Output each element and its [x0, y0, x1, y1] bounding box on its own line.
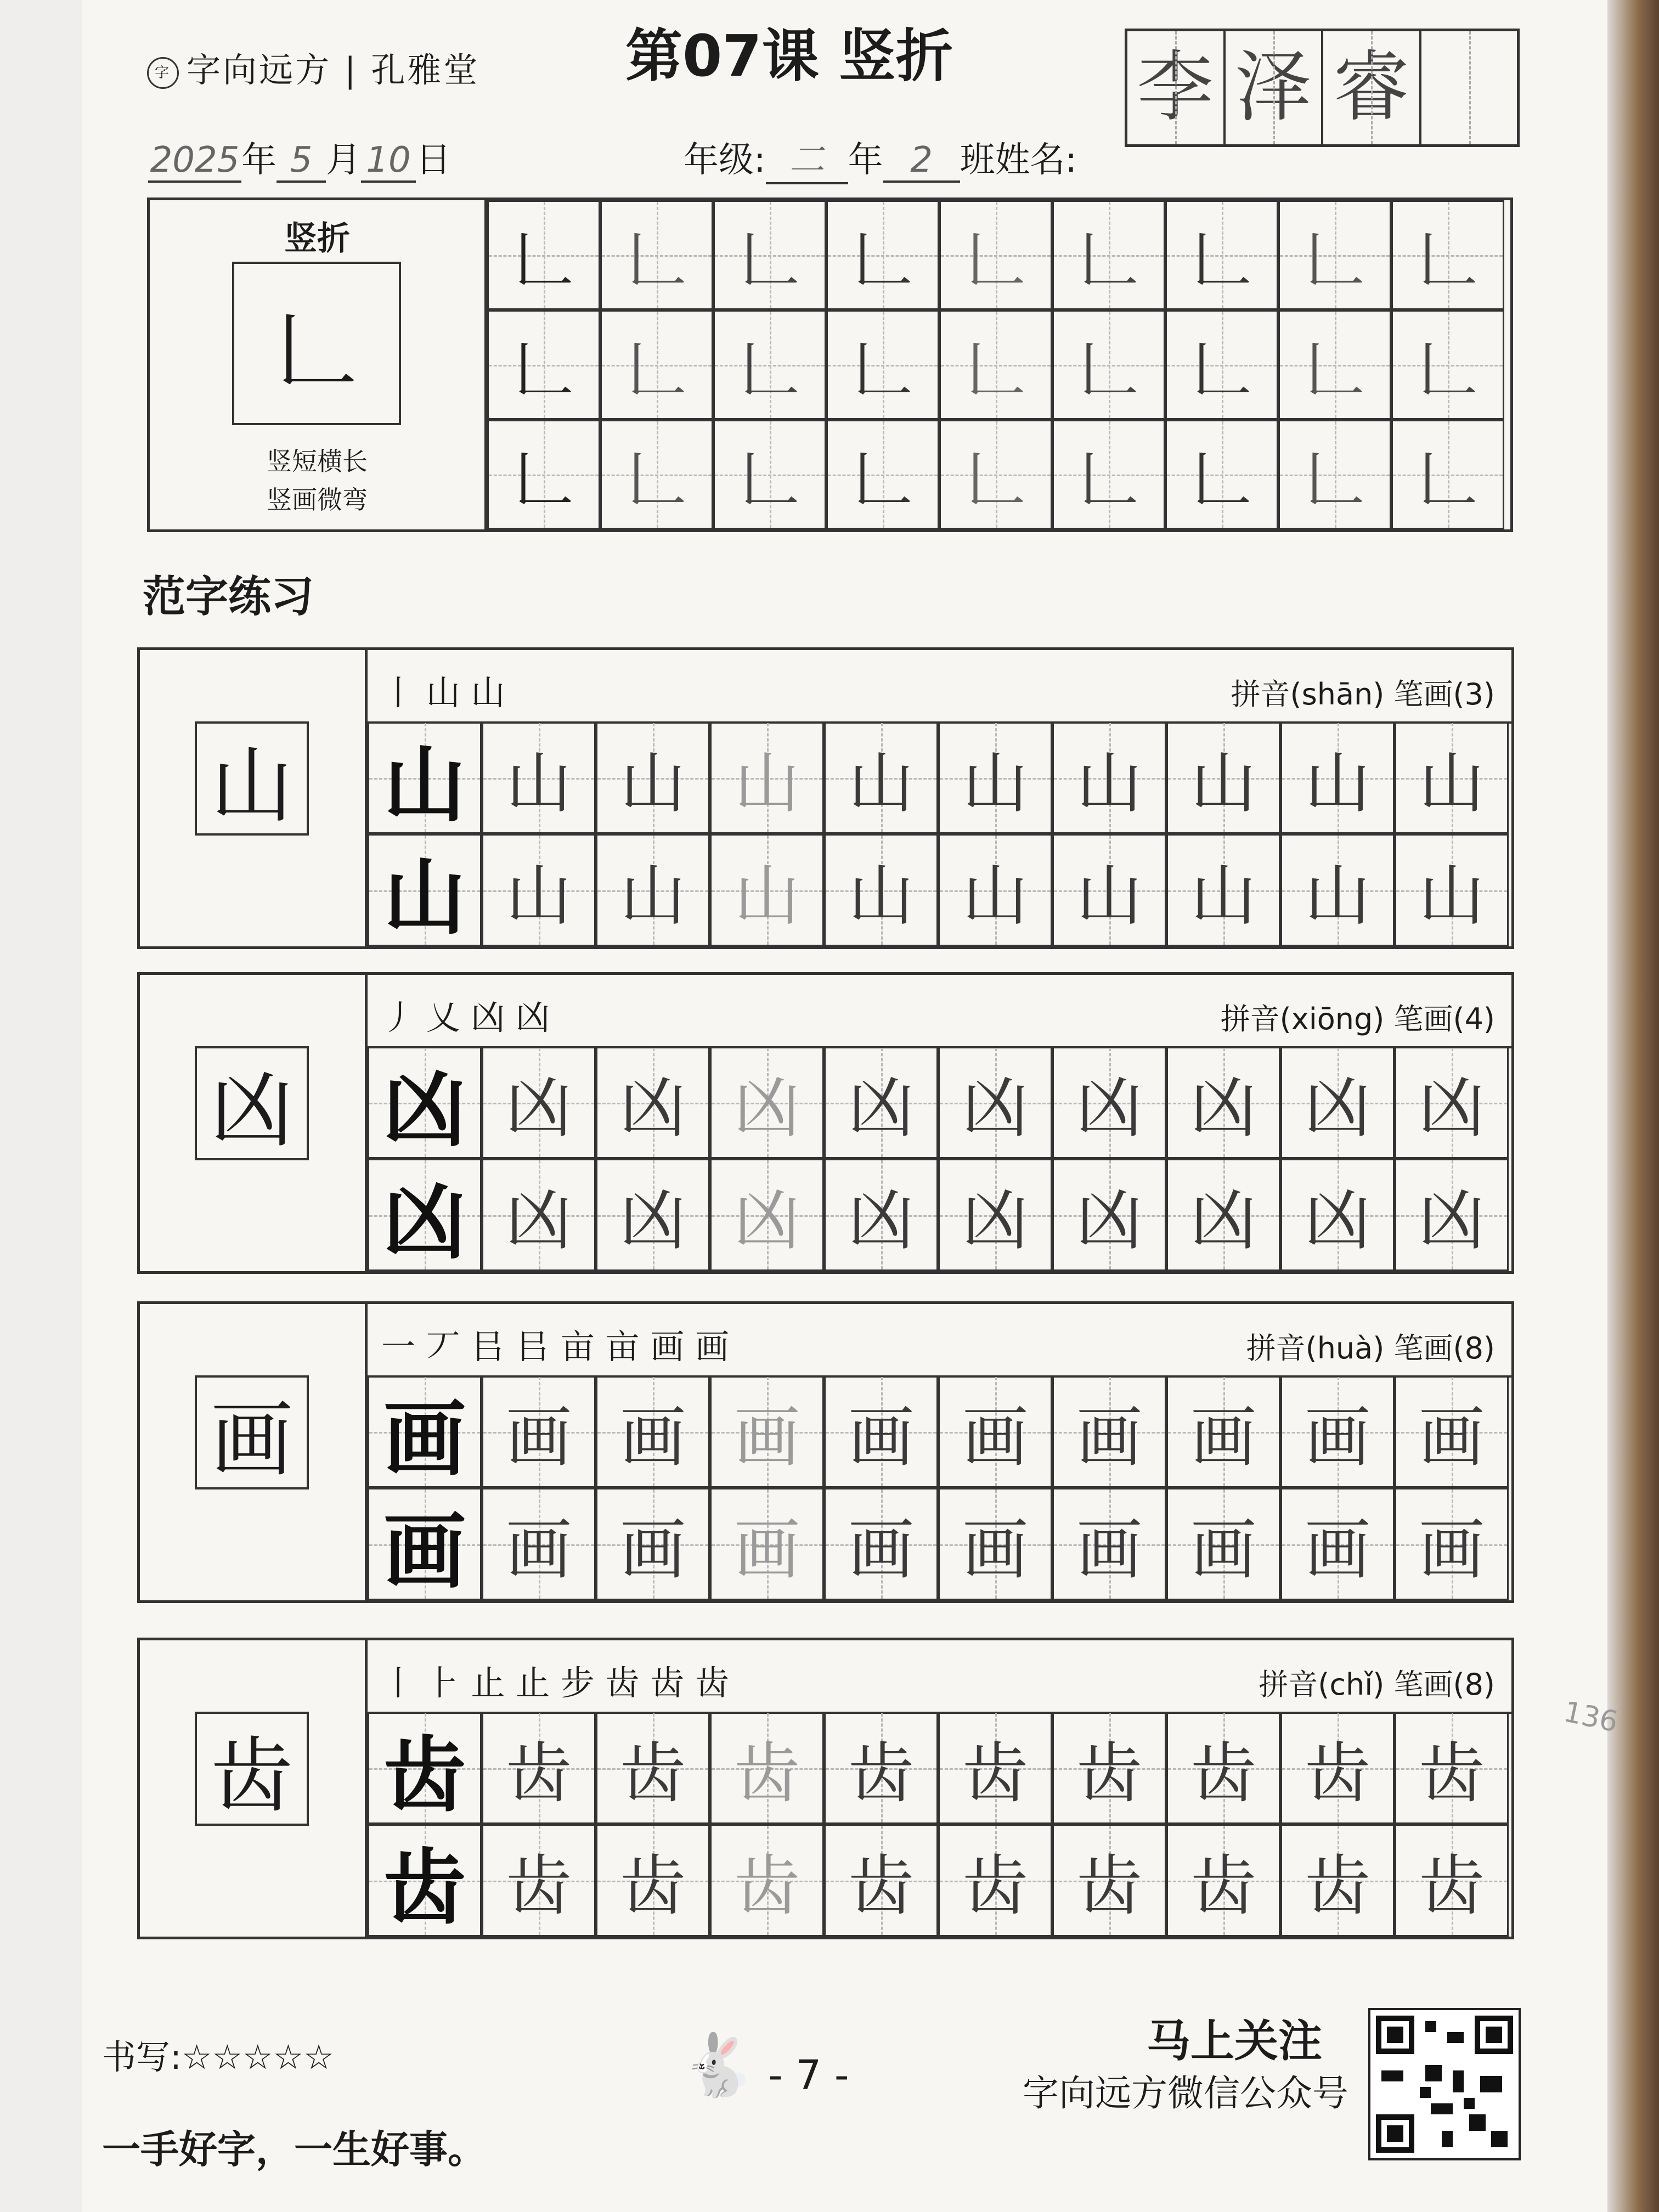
stroke-glyph: 𠃊 — [627, 444, 687, 515]
stroke-glyph: 𠃊 — [627, 335, 687, 405]
practice-glyph: 画 — [848, 1399, 914, 1476]
stroke-practice-cell[interactable] — [826, 200, 939, 310]
practice-glyph: 凶 — [962, 1182, 1028, 1259]
practice-glyph: 山 — [848, 857, 914, 934]
stroke-practice-cell[interactable] — [487, 420, 600, 529]
practice-glyph: 山 — [1190, 745, 1256, 822]
practice-glyph: 凶 — [1190, 1182, 1256, 1259]
practice-cell[interactable] — [482, 721, 596, 834]
stroke-glyph: 𠃊 — [1079, 335, 1139, 405]
practice-cell[interactable] — [824, 1159, 938, 1271]
stroke-panel — [147, 198, 1513, 532]
practice-glyph: 画 — [848, 1511, 914, 1588]
practice-glyph: 画 — [383, 1503, 466, 1600]
practice-glyph: 画 — [962, 1399, 1028, 1476]
class-field[interactable]: 2 — [883, 140, 960, 183]
practice-glyph: 齿 — [383, 1726, 466, 1824]
day-label: 日 — [416, 140, 451, 180]
practice-glyph: 画 — [506, 1511, 572, 1588]
stroke-tip-1: 竖短横长 — [267, 447, 368, 476]
practice-cell[interactable] — [824, 1824, 938, 1937]
sample-char-box: 齿 — [195, 1712, 309, 1826]
practice-cell[interactable] — [482, 1824, 596, 1937]
practice-cell[interactable] — [938, 1712, 1052, 1824]
practice-glyph: 齿 — [1076, 1735, 1142, 1812]
stroke-practice-cell[interactable] — [1278, 310, 1391, 420]
practice-cell[interactable] — [1395, 1488, 1509, 1600]
stroke-glyph: 𠃊 — [1192, 225, 1252, 295]
practice-cell[interactable] — [1280, 1159, 1395, 1271]
practice-glyph: 山 — [848, 745, 914, 822]
practice-cell[interactable] — [1395, 1375, 1509, 1488]
practice-glyph: 画 — [1076, 1511, 1142, 1588]
practice-cell[interactable] — [596, 1375, 710, 1488]
pinyin-label: 拼音(chǐ) — [1259, 1667, 1385, 1702]
brand-partner: 孔雅堂 — [371, 50, 480, 90]
practice-cell[interactable] — [824, 1488, 938, 1600]
stroke-glyph: 𠃊 — [627, 225, 687, 295]
practice-glyph: 画 — [734, 1511, 800, 1588]
practice-glyph: 画 — [1076, 1399, 1142, 1476]
practice-glyph: 画 — [620, 1511, 686, 1588]
character-block — [137, 647, 1514, 949]
practice-glyph: 凶 — [734, 1182, 800, 1259]
name-label: 姓名: — [995, 140, 1077, 180]
practice-glyph: 画 — [383, 1390, 466, 1487]
practice-glyph: 画 — [1419, 1511, 1485, 1588]
stroke-tip-2: 竖画微弯 — [267, 485, 368, 515]
practice-cell[interactable] — [482, 1712, 596, 1824]
practice-glyph: 齿 — [962, 1735, 1028, 1812]
lesson-title: 第07课 竖折 — [625, 22, 953, 89]
stroke-glyph: 𠃊 — [1305, 444, 1365, 515]
brand-logo: 字 字向远方 | 孔雅堂 — [147, 43, 479, 92]
practice-glyph: 齿 — [1190, 1735, 1256, 1812]
stroke-practice-cell[interactable] — [713, 200, 826, 310]
practice-glyph: 齿 — [962, 1848, 1028, 1925]
practice-glyph: 齿 — [506, 1848, 572, 1925]
practice-cell[interactable] — [482, 834, 596, 946]
stroke-order: 丿 乂 凶 凶 — [381, 997, 550, 1037]
practice-cell[interactable] — [368, 1712, 482, 1824]
char-header — [368, 650, 1511, 724]
practice-glyph: 齿 — [1305, 1848, 1370, 1925]
stroke-practice-cell[interactable] — [487, 310, 600, 420]
stroke-glyph: 𠃊 — [1418, 335, 1478, 405]
practice-cell[interactable] — [1280, 1824, 1395, 1937]
practice-cell[interactable] — [710, 1712, 824, 1824]
practice-glyph: 齿 — [1419, 1848, 1485, 1925]
practice-cell[interactable] — [938, 1824, 1052, 1937]
stroke-count: 笔画(8) — [1393, 1667, 1495, 1702]
sample-char-box: 山 — [195, 721, 309, 836]
stroke-practice-cell[interactable] — [1165, 310, 1278, 420]
practice-cell[interactable] — [596, 1046, 710, 1159]
practice-cell[interactable] — [1052, 1488, 1166, 1600]
practice-glyph: 齿 — [1305, 1735, 1370, 1812]
name-boxes[interactable] — [1125, 29, 1520, 147]
practice-cell[interactable] — [938, 1375, 1052, 1488]
date-line — [148, 132, 451, 183]
practice-cell[interactable] — [368, 1824, 482, 1937]
character-block — [137, 1638, 1514, 1939]
practice-glyph: 凶 — [848, 1182, 914, 1259]
practice-cell[interactable] — [1395, 1824, 1509, 1937]
stroke-practice-cell[interactable] — [1052, 420, 1165, 529]
stroke-practice-cell[interactable] — [826, 310, 939, 420]
stroke-glyph: 𠃊 — [1079, 225, 1139, 295]
stroke-count: 笔画(8) — [1393, 1331, 1495, 1365]
stroke-glyph: 𠃊 — [514, 335, 574, 405]
practice-cell[interactable] — [1280, 1488, 1395, 1600]
practice-glyph: 山 — [1076, 745, 1142, 822]
stroke-glyph: 𠃊 — [740, 225, 800, 295]
practice-glyph: 画 — [1190, 1399, 1256, 1476]
practice-cell[interactable] — [710, 1488, 824, 1600]
qr-code-icon[interactable] — [1368, 2008, 1521, 2160]
practice-cell[interactable] — [824, 1712, 938, 1824]
stroke-practice-cell[interactable] — [600, 310, 713, 420]
pinyin-label: 拼音(huà) — [1246, 1331, 1385, 1365]
practice-cell[interactable] — [1166, 1159, 1280, 1271]
name-char-4[interactable] — [1421, 31, 1517, 144]
practice-cell[interactable] — [368, 1488, 482, 1600]
pinyin-label: 拼音(shān) — [1231, 677, 1385, 712]
practice-cell[interactable] — [1052, 1712, 1166, 1824]
practice-cell[interactable] — [482, 1488, 596, 1600]
pinyin-strokes — [1231, 671, 1495, 713]
stroke-practice-cell[interactable] — [1391, 420, 1504, 529]
practice-cell[interactable] — [824, 834, 938, 946]
practice-glyph: 凶 — [383, 1061, 466, 1158]
stroke-practice-cell[interactable] — [1165, 420, 1278, 529]
practice-glyph: 山 — [1419, 857, 1485, 934]
name-char-3[interactable]: 睿 — [1323, 31, 1421, 144]
character-block — [137, 972, 1514, 1274]
practice-glyph: 齿 — [1076, 1848, 1142, 1925]
practice-cell[interactable] — [596, 721, 710, 834]
practice-glyph: 凶 — [1419, 1070, 1485, 1147]
practice-cell[interactable] — [710, 721, 824, 834]
stroke-practice-cell[interactable] — [713, 310, 826, 420]
stroke-count: 笔画(3) — [1393, 677, 1495, 712]
stroke-practice-cell[interactable] — [939, 420, 1052, 529]
practice-cell[interactable] — [710, 1046, 824, 1159]
stroke-glyph: 𠃊 — [1079, 444, 1139, 515]
grade-line — [684, 132, 1077, 184]
practice-glyph: 凶 — [962, 1070, 1028, 1147]
pinyin-strokes — [1246, 1325, 1495, 1367]
practice-cell[interactable] — [596, 1824, 710, 1937]
practice-glyph: 山 — [962, 857, 1028, 934]
practice-cell[interactable] — [1395, 834, 1509, 946]
day-field[interactable]: 10 — [361, 140, 416, 183]
practice-glyph: 齿 — [734, 1848, 800, 1925]
stroke-info — [150, 200, 487, 529]
practice-cell[interactable] — [596, 1488, 710, 1600]
practice-cell[interactable] — [1052, 721, 1166, 834]
section-title: 范字练习 — [143, 572, 314, 622]
pinyin-strokes — [1221, 996, 1495, 1038]
stroke-glyph: 𠃊 — [966, 225, 1026, 295]
stroke-order: 丨 ⺊ 止 止 步 齿 齿 齿 — [381, 1663, 729, 1703]
practice-glyph: 山 — [1305, 745, 1370, 822]
practice-cell[interactable] — [710, 834, 824, 946]
stroke-glyph: 𠃊 — [1192, 444, 1252, 515]
practice-glyph: 齿 — [1419, 1735, 1485, 1812]
practice-cell[interactable] — [824, 1375, 938, 1488]
stroke-order: 丨 山 山 — [381, 673, 505, 713]
practice-glyph: 画 — [1419, 1399, 1485, 1476]
practice-cell[interactable] — [1166, 1824, 1280, 1937]
sample-char-box: 画 — [195, 1375, 309, 1489]
practice-cell[interactable] — [1280, 1046, 1395, 1159]
practice-glyph: 凶 — [620, 1070, 686, 1147]
practice-glyph: 画 — [620, 1399, 686, 1476]
practice-glyph: 齿 — [506, 1735, 572, 1812]
practice-glyph: 山 — [620, 857, 686, 934]
practice-cell[interactable] — [1166, 1488, 1280, 1600]
practice-glyph: 山 — [383, 736, 466, 833]
practice-cell[interactable] — [1052, 1159, 1166, 1271]
practice-cell[interactable] — [1395, 1046, 1509, 1159]
practice-cell[interactable] — [1166, 1046, 1280, 1159]
practice-glyph: 山 — [1419, 745, 1485, 822]
brand-seal: 字 — [147, 57, 179, 89]
practice-glyph: 山 — [620, 745, 686, 822]
practice-glyph: 凶 — [1305, 1070, 1370, 1147]
pinyin-strokes — [1259, 1661, 1495, 1703]
stroke-glyph: 𠃊 — [853, 444, 913, 515]
practice-glyph: 凶 — [1190, 1070, 1256, 1147]
wechat-label: 字向远方微信公众号 — [1023, 2072, 1348, 2114]
practice-glyph: 画 — [734, 1399, 800, 1476]
practice-cell[interactable] — [938, 1046, 1052, 1159]
stroke-practice-cell[interactable] — [1278, 420, 1391, 529]
practice-cell[interactable] — [1166, 834, 1280, 946]
stroke-practice-cell[interactable] — [487, 200, 600, 310]
practice-cell[interactable] — [938, 1488, 1052, 1600]
practice-glyph: 凶 — [506, 1182, 572, 1259]
practice-glyph: 齿 — [848, 1735, 914, 1812]
practice-cell[interactable] — [710, 1824, 824, 1937]
practice-glyph: 齿 — [848, 1848, 914, 1925]
practice-cell[interactable] — [1395, 1712, 1509, 1824]
practice-cell[interactable] — [1280, 834, 1395, 946]
practice-glyph: 凶 — [848, 1070, 914, 1147]
practice-glyph: 画 — [1305, 1511, 1370, 1588]
stroke-glyph: 𠃊 — [966, 335, 1026, 405]
practice-glyph: 画 — [1190, 1511, 1256, 1588]
practice-glyph: 凶 — [506, 1070, 572, 1147]
writing-label: 书写: — [102, 2037, 182, 2077]
stroke-practice-cell[interactable] — [939, 200, 1052, 310]
stroke-glyph: 𠃊 — [1305, 335, 1365, 405]
stroke-practice-cell[interactable] — [713, 420, 826, 529]
practice-cell[interactable] — [1395, 721, 1509, 834]
char-header — [368, 975, 1511, 1048]
practice-cell[interactable] — [1395, 1159, 1509, 1271]
practice-glyph: 凶 — [1419, 1182, 1485, 1259]
margin-note: 136 — [1560, 1695, 1621, 1739]
stroke-name: 竖折 — [284, 219, 350, 258]
practice-cell[interactable] — [1280, 721, 1395, 834]
practice-cell[interactable] — [482, 1159, 596, 1271]
writing-rating — [102, 2030, 334, 2079]
practice-glyph: 山 — [734, 745, 800, 822]
stroke-practice-cell[interactable] — [939, 310, 1052, 420]
rabbit-icon: 🐇 — [680, 2030, 755, 2100]
practice-cell[interactable] — [1052, 1046, 1166, 1159]
stroke-glyph: 𠃊 — [1418, 444, 1478, 515]
character-block — [137, 1301, 1514, 1603]
table-edge — [1607, 0, 1659, 2212]
practice-glyph: 凶 — [620, 1182, 686, 1259]
grade-field[interactable]: 二 — [766, 132, 848, 184]
char-header — [368, 1640, 1511, 1714]
grade-label: 年级: — [684, 140, 766, 180]
practice-glyph: 山 — [962, 745, 1028, 822]
stroke-practice-cell[interactable] — [600, 200, 713, 310]
stroke-glyph: 𠃊 — [966, 444, 1026, 515]
practice-cell[interactable] — [1280, 1375, 1395, 1488]
practice-cell[interactable] — [1052, 834, 1166, 946]
practice-glyph: 凶 — [1076, 1182, 1142, 1259]
page-number: - 7 - — [768, 2052, 849, 2099]
year-field[interactable]: 2025 — [148, 140, 241, 183]
stroke-glyph: 𠃊 — [740, 444, 800, 515]
brand-name: 字向远方 — [187, 50, 332, 90]
practice-cell[interactable] — [824, 721, 938, 834]
follow-label: 马上关注 — [1147, 2016, 1322, 2067]
practice-cell[interactable] — [368, 1159, 482, 1271]
stroke-glyph: 𠃊 — [1305, 225, 1365, 295]
practice-cell[interactable] — [1166, 1712, 1280, 1824]
practice-cell[interactable] — [1280, 1712, 1395, 1824]
practice-glyph: 山 — [383, 849, 466, 946]
stroke-order: 一 丆 㠯 㠯 亩 亩 画 画 — [381, 1327, 729, 1367]
practice-glyph: 画 — [962, 1511, 1028, 1588]
practice-cell[interactable] — [596, 834, 710, 946]
practice-cell[interactable] — [938, 834, 1052, 946]
practice-cell[interactable] — [1166, 721, 1280, 834]
stroke-practice-cell[interactable] — [1165, 200, 1278, 310]
practice-glyph: 齿 — [620, 1848, 686, 1925]
stroke-practice-cell[interactable] — [1391, 200, 1504, 310]
practice-glyph: 凶 — [1076, 1070, 1142, 1147]
stroke-glyph: 𠃊 — [853, 335, 913, 405]
practice-cell[interactable] — [1166, 1375, 1280, 1488]
practice-glyph: 齿 — [383, 1839, 466, 1936]
practice-glyph: 凶 — [1305, 1182, 1370, 1259]
stroke-practice-cell[interactable] — [1052, 200, 1165, 310]
slogan: 一手好字，一生好事。 — [102, 2127, 486, 2172]
year-label: 年 — [241, 140, 276, 180]
practice-cell[interactable] — [368, 1375, 482, 1488]
practice-cell[interactable] — [596, 1712, 710, 1824]
practice-glyph: 山 — [1076, 857, 1142, 934]
stroke-practice-cell[interactable] — [600, 420, 713, 529]
practice-cell[interactable] — [938, 721, 1052, 834]
stroke-glyph: 𠃊 — [1192, 335, 1252, 405]
practice-glyph: 山 — [506, 745, 572, 822]
practice-glyph: 凶 — [734, 1070, 800, 1147]
practice-glyph: 画 — [1305, 1399, 1370, 1476]
stroke-glyph: 𠃊 — [1418, 225, 1478, 295]
sample-char-box: 凶 — [195, 1046, 309, 1160]
stroke-glyph: 𠃊 — [853, 225, 913, 295]
practice-cell[interactable] — [482, 1046, 596, 1159]
stroke-glyph: 𠃊 — [740, 335, 800, 405]
practice-glyph: 画 — [506, 1399, 572, 1476]
grade-unit: 年 — [848, 140, 883, 180]
name-char-1[interactable]: 李 — [1127, 31, 1226, 144]
practice-glyph: 山 — [506, 857, 572, 934]
practice-cell[interactable] — [1052, 1375, 1166, 1488]
practice-glyph: 齿 — [1190, 1848, 1256, 1925]
practice-cell[interactable] — [368, 721, 482, 834]
rating-stars[interactable]: ☆☆☆☆☆ — [181, 2037, 334, 2077]
stroke-practice-cell[interactable] — [826, 420, 939, 529]
practice-cell[interactable] — [710, 1375, 824, 1488]
practice-glyph: 凶 — [383, 1173, 466, 1271]
practice-cell[interactable] — [368, 1046, 482, 1159]
stroke-glyph: 𠃊 — [514, 444, 574, 515]
month-label: 月 — [326, 140, 361, 180]
stroke-count: 笔画(4) — [1393, 1002, 1495, 1036]
stroke-practice-cell[interactable] — [1278, 200, 1391, 310]
stroke-demo: 𠃊 — [232, 262, 401, 425]
practice-glyph: 山 — [1190, 857, 1256, 934]
stroke-practice-cell[interactable] — [1391, 310, 1504, 420]
stroke-glyph: 𠃊 — [514, 225, 574, 295]
practice-cell[interactable] — [368, 834, 482, 946]
stroke-practice-cell[interactable] — [1052, 310, 1165, 420]
practice-cell[interactable] — [938, 1159, 1052, 1271]
class-unit: 班 — [960, 140, 995, 180]
char-header — [368, 1304, 1511, 1378]
practice-cell[interactable] — [1052, 1824, 1166, 1937]
practice-cell[interactable] — [596, 1159, 710, 1271]
practice-glyph: 山 — [1305, 857, 1370, 934]
month-field[interactable]: 5 — [276, 140, 326, 183]
name-char-2[interactable]: 泽 — [1226, 31, 1324, 144]
practice-cell[interactable] — [482, 1375, 596, 1488]
practice-glyph: 齿 — [620, 1735, 686, 1812]
practice-glyph: 山 — [734, 857, 800, 934]
practice-cell[interactable] — [824, 1046, 938, 1159]
practice-glyph: 齿 — [734, 1735, 800, 1812]
pinyin-label: 拼音(xiōng) — [1220, 1002, 1385, 1036]
practice-cell[interactable] — [710, 1159, 824, 1271]
